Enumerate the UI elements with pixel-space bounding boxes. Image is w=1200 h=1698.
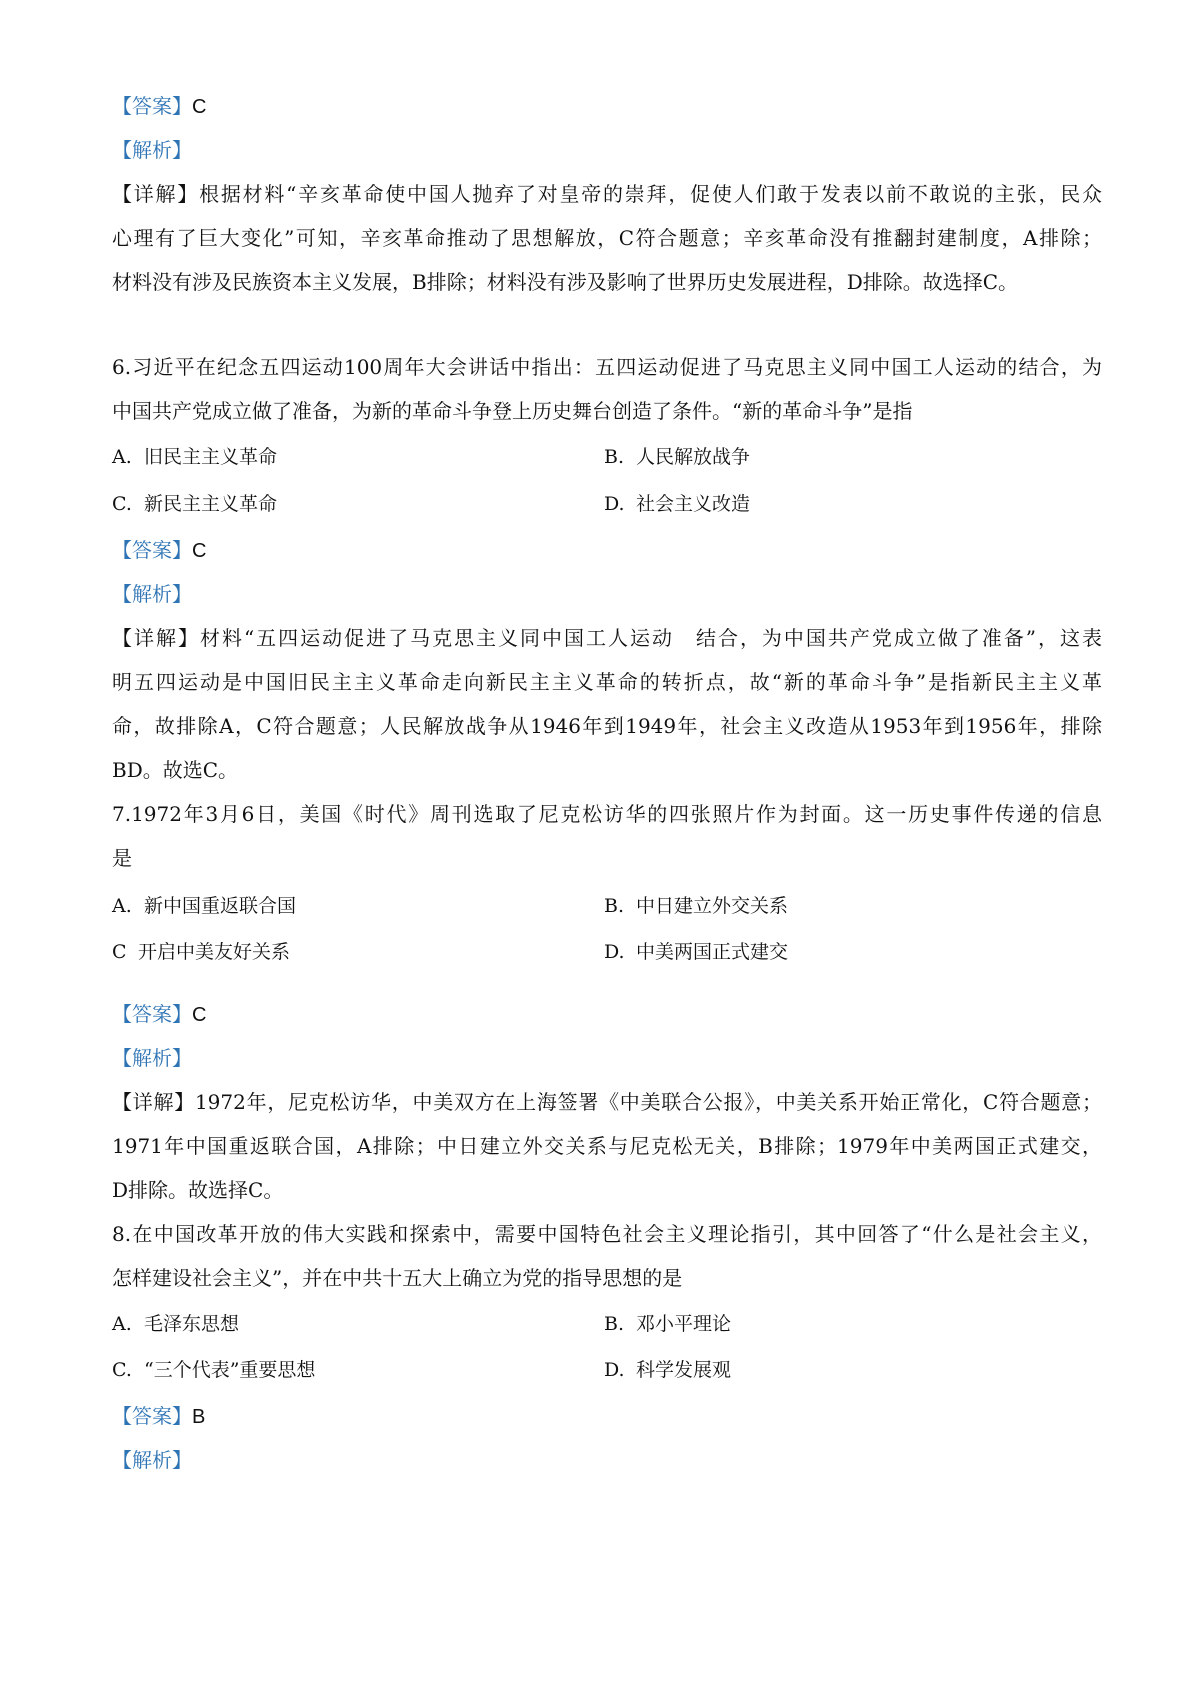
- detail-line: 命，故排除A，C符合题意；人民解放战争从1946年到1949年，社会主义改造从1953年到1956年，排除: [112, 714, 1102, 738]
- question-6-stem: 中国共产党成立做了准备，为新的革命斗争登上历史舞台创造了条件。“新的革命斗争”是指: [112, 399, 913, 423]
- detail-line: 【详解】根据材料“辛亥革命使中国人抛弃了对皇帝的崇拜，促使人们敢于发表以前不敢说的主张，民众: [112, 182, 1102, 206]
- detail-line: 心理有了巨大变化”可知，辛亥革命推动了思想解放，C符合题意；辛亥革命没有推翻封建制度，A排除；: [112, 226, 1102, 250]
- analysis-line: [112, 1446, 1102, 1474]
- detail-tag: 【详解】: [112, 626, 200, 650]
- answer-line: [112, 1402, 1102, 1431]
- detail-line: 【详解】1972年，尼克松访华，中美双方在上海签署《中美联合公报》，中美关系开始正常化，C符合题意；: [112, 1090, 1103, 1114]
- question-7-stem: 是: [112, 846, 132, 870]
- answer-value: C: [192, 96, 207, 118]
- option-b: B. 中日建立外交关系: [604, 895, 789, 917]
- option-c: C 开启中美友好关系: [112, 941, 291, 963]
- analysis-line: [112, 136, 1102, 164]
- option-c: C. “三个代表”重要思想: [112, 1359, 316, 1381]
- analysis-tag: 【解析】: [112, 582, 192, 606]
- option-c: C. 新民主主义革命: [112, 493, 278, 515]
- detail-tag: 【详解】: [112, 1090, 195, 1114]
- option-b: B. 邓小平理论: [604, 1313, 732, 1335]
- detail-line: 【详解】材料“五四运动促进了马克思主义同中国工人运动 结合，为中国共产党成立做了准备”，这表: [112, 626, 1103, 650]
- analysis-tag: 【解析】: [112, 138, 192, 162]
- answer-value: B: [192, 1406, 206, 1428]
- detail-line: 明五四运动是中国旧民主主义革命走向新民主主义革命的转折点，故“新的革命斗争”是指新民主主义革: [112, 670, 1102, 694]
- analysis-line: [112, 580, 1102, 608]
- answer-tag: 【答案】: [112, 1404, 192, 1428]
- answer-tag: 【答案】: [112, 538, 192, 562]
- detail-line: 1971年中国重返联合国，A排除；中日建立外交关系与尼克松无关，B排除；1979年中美两国正式建交，: [112, 1134, 1102, 1158]
- option-d: D. 科学发展观: [604, 1359, 732, 1381]
- answer-line: [112, 92, 1102, 121]
- question-8-stem: 8.在中国改革开放的伟大实践和探索中，需要中国特色社会主义理论指引，其中回答了“什么是社会主义，: [112, 1222, 1102, 1246]
- option-a: A. 新中国重返联合国: [112, 895, 297, 917]
- detail-line: 材料没有涉及民族资本主义发展，B排除；材料没有涉及影响了世界历史发展进程，D排除。故选择C。: [112, 270, 1019, 294]
- option-a: A. 毛泽东思想: [112, 1313, 240, 1335]
- analysis-tag: 【解析】: [112, 1448, 192, 1472]
- detail-line: BD。故选C。: [112, 758, 239, 782]
- detail-tag: 【详解】: [112, 182, 200, 206]
- analysis-line: [112, 1044, 1102, 1072]
- answer-value: C: [192, 1004, 207, 1026]
- answer-tag: 【答案】: [112, 94, 192, 118]
- option-b: B. 人民解放战争: [604, 446, 751, 468]
- answer-tag: 【答案】: [112, 1002, 192, 1026]
- answer-line: [112, 536, 1102, 565]
- option-d: D. 社会主义改造: [604, 493, 751, 515]
- analysis-tag: 【解析】: [112, 1046, 192, 1070]
- question-8-stem: 怎样建设社会主义”，并在中共十五大上确立为党的指导思想的是: [112, 1266, 683, 1290]
- option-d: D. 中美两国正式建交: [604, 941, 789, 963]
- answer-value: C: [192, 540, 207, 562]
- question-6-stem: 6.习近平在纪念五四运动100周年大会讲话中指出：五四运动促进了马克思主义同中国工人运动的结合，为: [112, 355, 1102, 379]
- detail-line: D排除。故选择C。: [112, 1178, 284, 1202]
- answer-line: [112, 1000, 1102, 1029]
- question-7-stem: 7.1972年3月6日，美国《时代》周刊选取了尼克松访华的四张照片作为封面。这一历史事件传递的信息: [112, 802, 1102, 826]
- option-a: A. 旧民主主义革命: [112, 446, 278, 468]
